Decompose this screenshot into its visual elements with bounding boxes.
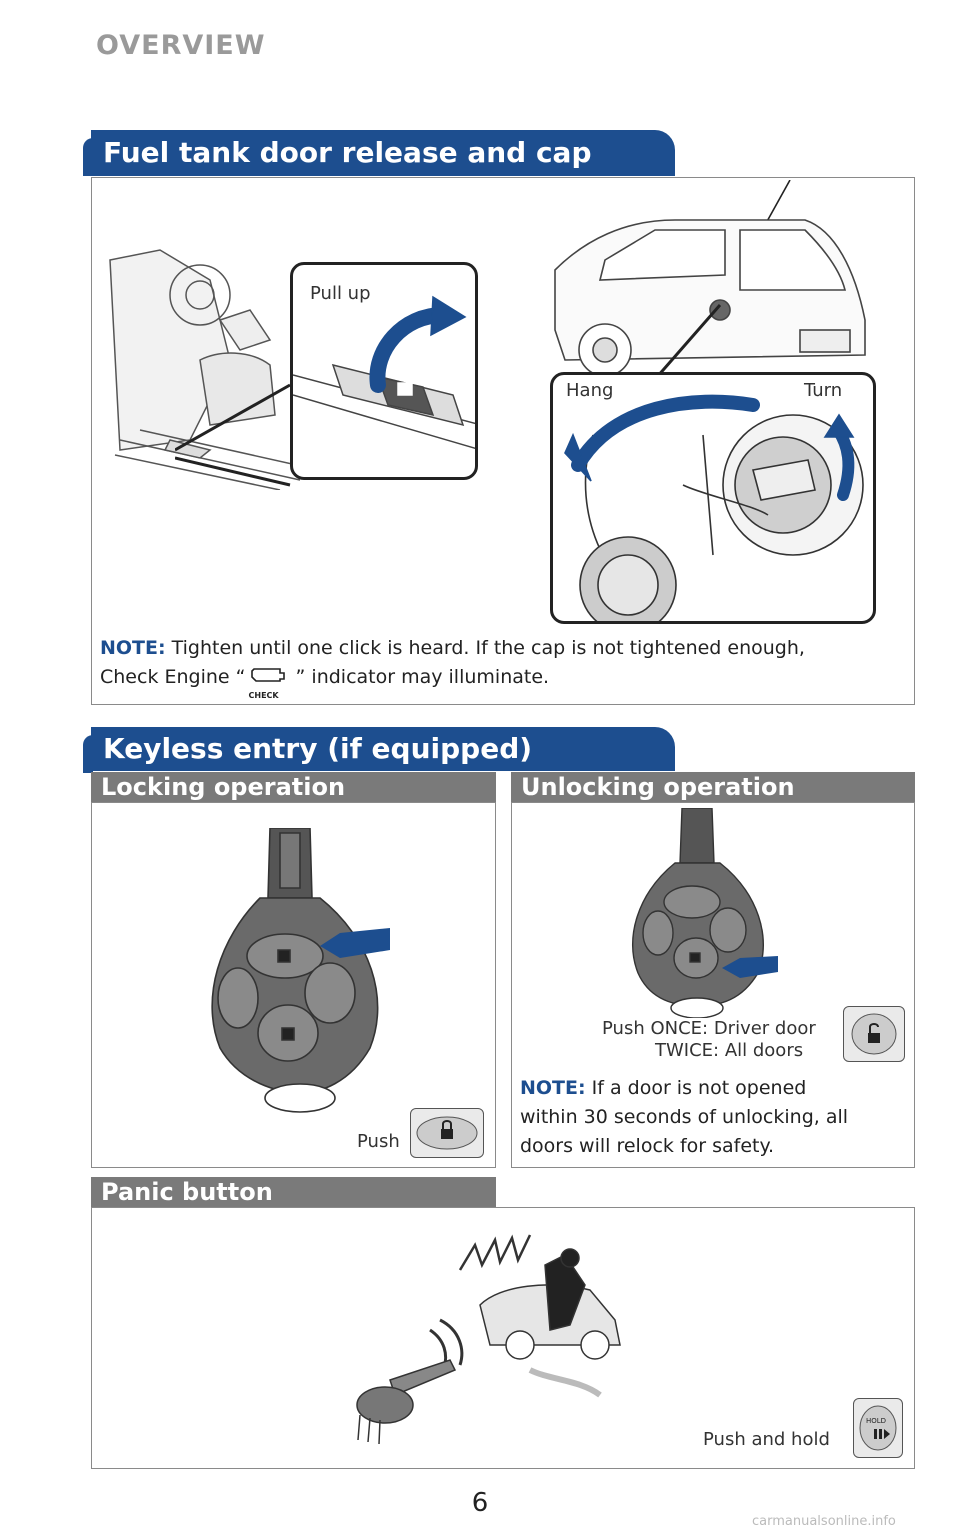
push-and-hold-label: Push and hold	[703, 1429, 830, 1450]
lock-button-icon	[410, 1108, 484, 1158]
unlocking-note	[520, 1074, 910, 1161]
fuel-note-line2-b: ” indicator may illuminate.	[289, 666, 550, 688]
fuel-note	[100, 634, 910, 700]
unlocking-subheader: Unlocking operation	[511, 772, 915, 802]
pull-up-label: Pull up	[310, 283, 371, 304]
fuel-cap-inset	[550, 372, 876, 624]
callout-lines	[175, 380, 295, 490]
page-number: 6	[471, 1488, 489, 1518]
keyless-section-title: Keyless entry (if equipped)	[91, 727, 675, 771]
fuel-note-text: Tighten until one click is heard. If the cap is not tightened enough,	[165, 637, 805, 659]
check-engine-icon-text: CHECK	[248, 690, 279, 700]
fuel-cap-illustration	[553, 375, 876, 624]
unlocking-note-line1: If a door is not opened	[585, 1077, 807, 1099]
key-fob-locking-illustration	[200, 828, 400, 1118]
fuel-section-title: Fuel tank door release and cap	[91, 130, 675, 176]
hang-label: Hang	[566, 380, 614, 401]
unlock-button-icon	[843, 1006, 905, 1062]
unlocking-note-line3: doors will relock for safety.	[520, 1135, 775, 1157]
twice-label: TWICE: All doors	[655, 1040, 804, 1061]
section-header: OVERVIEW	[96, 30, 266, 61]
check-engine-icon	[246, 665, 290, 700]
fuel-note-label: NOTE:	[100, 637, 166, 659]
unlocking-note-label: NOTE:	[520, 1077, 586, 1099]
panic-alarm-illustration	[350, 1230, 650, 1445]
key-fob-unlocking-illustration	[630, 808, 780, 1018]
push-label: Push	[357, 1131, 400, 1152]
fuel-note-line2-a: Check Engine “	[100, 666, 246, 688]
unlocking-note-line2: within 30 seconds of unlocking, all	[520, 1106, 849, 1128]
watermark: carmanualsonline.info	[752, 1514, 896, 1529]
turn-label: Turn	[804, 380, 843, 401]
panic-subheader: Panic button	[91, 1177, 496, 1207]
panic-button-icon	[853, 1398, 903, 1458]
push-once-label: Push ONCE: Driver door	[602, 1018, 816, 1039]
svg-text:HOLD: HOLD	[866, 1417, 887, 1425]
locking-subheader: Locking operation	[91, 772, 496, 802]
